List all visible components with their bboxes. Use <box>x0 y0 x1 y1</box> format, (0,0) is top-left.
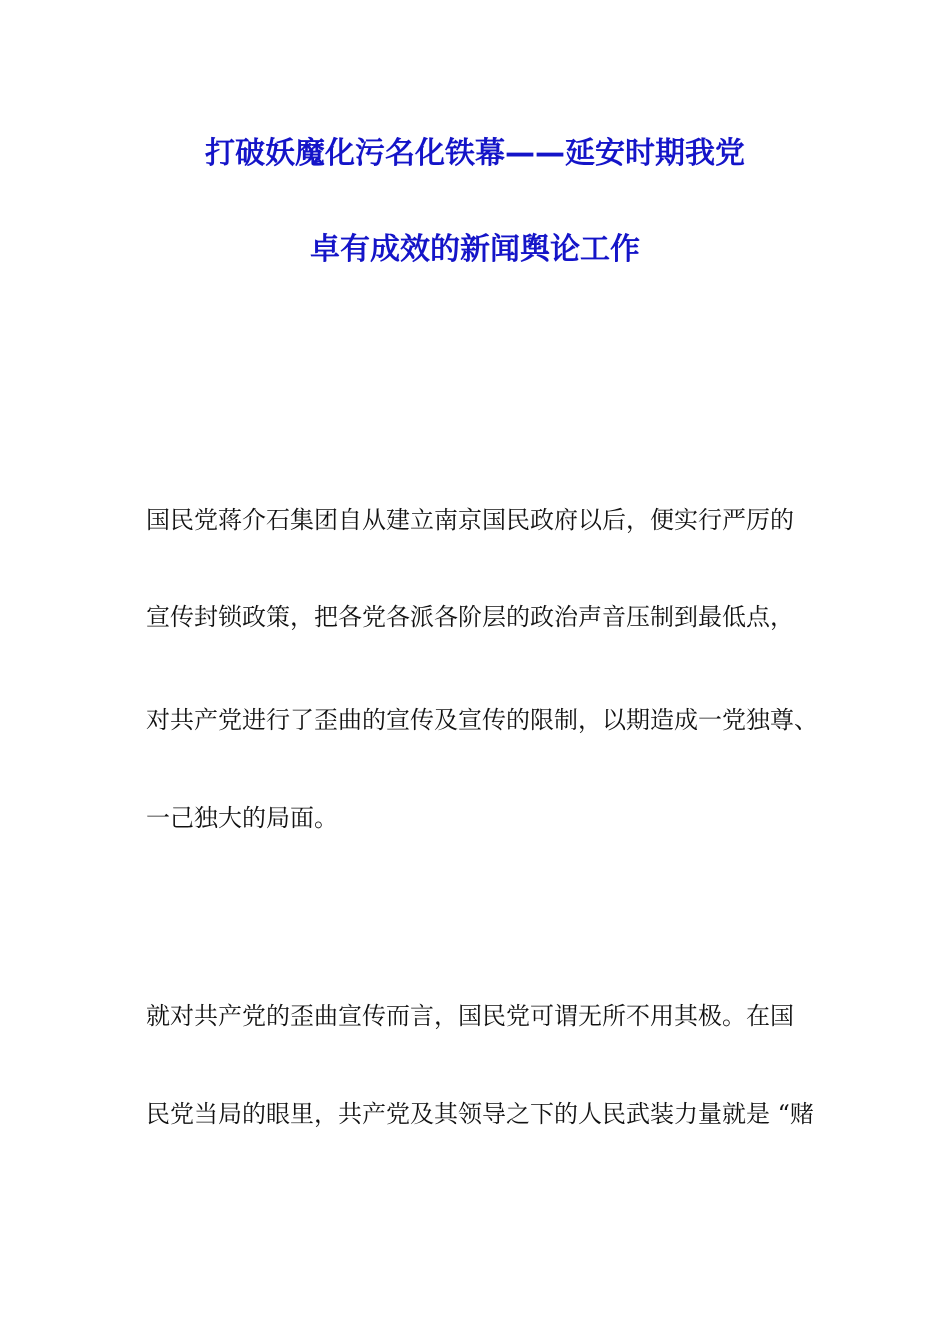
paragraph-2-line-2: 民党当局的眼里，共产党及其领导之下的人民武装力量就是 “赌 <box>146 1100 814 1128</box>
paragraph-1-line-1: 国民党蒋介石集团自从建立南京国民政府以后，便实行严厉的 <box>146 506 794 534</box>
paragraph-2-line-1: 就对共产党的歪曲宣传而言，国民党可谓无所不用其极。在国 <box>146 1002 794 1030</box>
document-title-line-1: 打破妖魔化污名化铁幕——延安时期我党 <box>205 136 745 171</box>
paragraph-1-line-2: 宣传封锁政策，把各党各派各阶层的政治声音压制到最低点， <box>146 603 794 631</box>
paragraph-1-line-4: 一己独大的局面。 <box>146 804 338 832</box>
document-title-line-2: 卓有成效的新闻舆论工作 <box>310 232 640 267</box>
paragraph-1-line-3: 对共产党进行了歪曲的宣传及宣传的限制，以期造成一党独尊、 <box>146 706 818 734</box>
